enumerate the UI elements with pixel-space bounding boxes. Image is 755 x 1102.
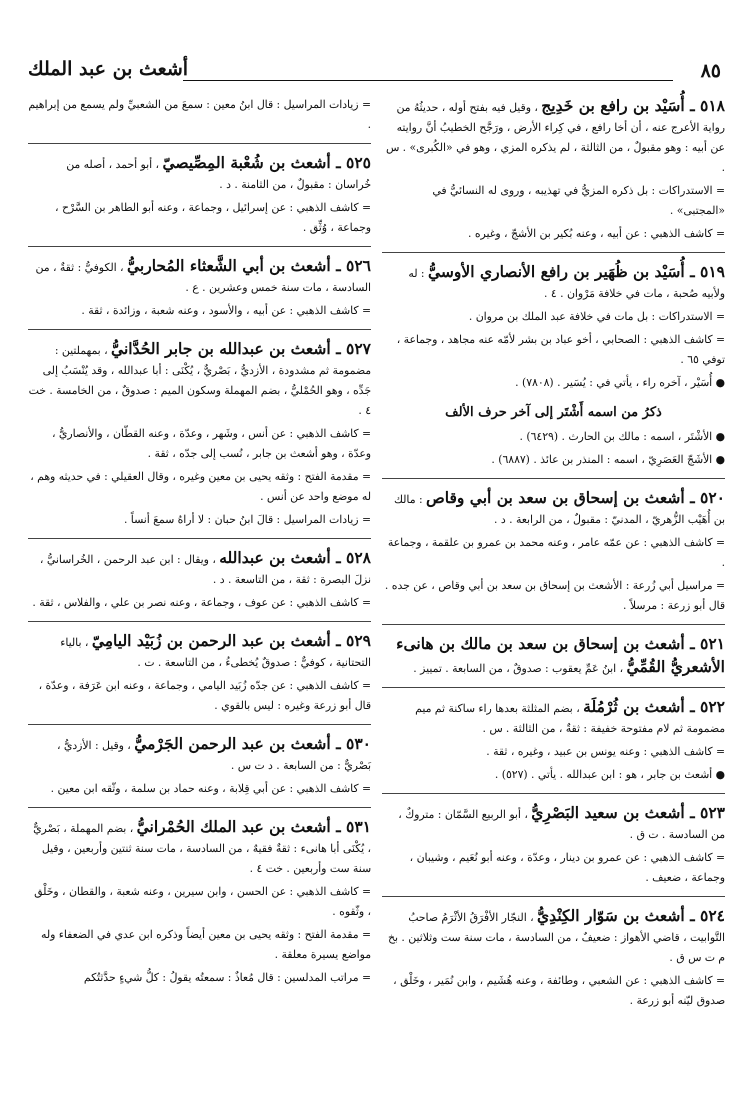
entry-note: ● أشعث بن جابر ، هو : ابن عبدالله . يأتي . (٥٢٧) . (494, 768, 725, 781)
running-title: أشعث بن عبد الملك (28, 58, 189, 80)
entry-divider (28, 724, 371, 725)
entry-description: ، وقيل : الأزديُّ ، بَصْريٌّ : من السابعة . د ت س . (56, 739, 371, 772)
entry-description: ، أبو أحمد ، أصله من خُراسان : مقبولٌ ، من الثامنة . د . (66, 158, 371, 191)
header-rule (183, 80, 673, 81)
entry-note: = كاشف الذهبي : عن أنس ، وشَهر ، وعدّة ، وعنه القطّان ، والأنصاريُّ ، وعدّة ، وهو أشعث بن جابر ، نُسب إلى جدّه ، ثقة . (52, 427, 371, 460)
entry-note: = كاشف الذهبي : عن الشعبي ، وطائفة ، وعنه هُشَيم ، وابن نُمَير ، وخَلْق ، صدوق ليّنه أبو زرعة . (393, 974, 725, 1007)
entry-divider (382, 478, 725, 479)
entry-name: أشعث بن شُعْبة المِصِّيصيّ (162, 153, 331, 172)
entry-description: ، بضم المهملة ، بَصْريٌّ ، يُكْنَى أبا هانىء : ثقةٌ فقيهٌ ، من السادسة ، مات سنة ثنتين وأربعين ، وقيل سنة ست وأربعين . خت ٤ . (33, 822, 371, 875)
entry-note: = الاستدراكات : بل مات في خلافة عبد الملك بن مروان . (468, 310, 725, 323)
entry-number: ٥١٨ ـ (684, 96, 725, 115)
entry-note: = كاشف الذهبي : عن عمّه عامر ، وعنه محمد بن عمرو بن علقمة ، وجماعة . (387, 536, 725, 569)
entry-note: ● الأشَجّ العَصَرِيّ ، اسمه : المنذر بن عائذ . (٦٨٨٧) . (491, 453, 725, 466)
entry-name: أُسَيْد بن ظُهَير بن رافع الأنصاري الأوسيُّ (428, 262, 685, 281)
biography-entry (28, 630, 371, 673)
entry-name: أشعث بن أبي الشَّعثاء المُحاربيُّ (126, 256, 331, 275)
entry-description: ، النجّار الأفْرَقُ الأثْرَمُ صاحبُ التَّوابيت ، قاضي الأهواز : ضعيفٌ ، من السادسة ، مات سنة ست وثلاثين . بخ م ت س ق . (387, 911, 725, 964)
entry-name: أشعث بن إسحاق بن سعد بن أبي وقاص (426, 488, 685, 507)
entry-note: = كاشف الذهبي : عن عوف ، وجماعة ، وعنه نصر بن علي ، والفلاس ، ثقة . (32, 596, 371, 609)
entry-number: ٥٢٩ ـ (330, 631, 371, 650)
entry-number: ٥٢٥ ـ (330, 153, 371, 172)
entry-divider (382, 793, 725, 794)
entry-divider (382, 896, 725, 897)
entry-description: ، بمهملتين : مضمومة ثم مشدودة ، الأزديُّ ، بَصْريٌّ ، يُكْنَى : أبا عبدالله ، وقد يُنْسَبُ إلى جَدِّه ، وهو الحُمْليُّ ، بضم المهملة وسكون الميم : صدوقٌ ، من الخامسة . خت ٤ . (28, 344, 371, 417)
page-number: ٨٥ (700, 60, 721, 82)
entry-name: أُسَيْد بن رافع بن خَدِيج (541, 96, 685, 115)
entry-description: : مالك بن أُهَيْب الزُّهريّ ، المدنيّ : مقبولٌ ، من الرابعة . د . (394, 493, 725, 526)
entry-number: ٥٢٣ ـ (684, 803, 725, 822)
entry-name: أشعث بن سعيد البَصْرِيُّ (531, 803, 685, 822)
entry-divider (28, 807, 371, 808)
entry-note: = مقدمة الفتح : وثقه يحيى بن معين وغيره ، وقال العقيلي : في حديثه وهم ، له موضع واحد عن أنس . (30, 470, 371, 503)
section-title: ذكرُ من اسمه أَشْتَر إلى آخر حرف الألف (445, 405, 662, 420)
biography-entry (28, 255, 371, 298)
entry-name: أشعث بن عبد الرحمن الجَرْميُّ (134, 734, 331, 753)
entry-note: = كاشف الذهبي : الصحابي ، أخو عباد بن بشر لأمّه عنه مجاهد ، وجماعة ، توفي ٦٥ . (396, 333, 725, 366)
entry-note: = كاشف الذهبي : عن جدّه زُبَيد اليامي ، وجماعة ، وعنه ابن عَرَفة ، وعدّة ، قال أبو زرعة وغيره : ليس بالقوي . (38, 679, 371, 712)
entry-number: ٥٢٧ ـ (330, 339, 371, 358)
biography-entry (382, 633, 725, 679)
biography-entry (382, 487, 725, 530)
entry-divider (28, 621, 371, 622)
entry-divider (382, 687, 725, 688)
entry-note: = كاشف الذهبي : عن أبيه ، والأسود ، وعنه شعبة ، وزائدة ، ثقة . (81, 304, 371, 317)
biography-entry (28, 152, 371, 195)
entry-note: = مراسيل أبي زُرعة : الأشعث بن إسحاق بن سعد بن أبي وقاص ، عن جده . قال أبو زرعة : مرسلاً . (384, 579, 725, 612)
entry-description: ، وقيل فيه بفتح أوله ، حديثُهُ من رواية الأعرج عنه ، أن أخا رافع ، في كِراء الأرض ، ورَجَّح الخطيبُ أنَّ روايته عن أبيه : وهو مقبولٌ ، من الثالثة ، لم يذكره المزي ، وهو في «الكُبرى» . س . (386, 101, 725, 174)
entry-note: = زيادات المراسيل : قال ابنُ معين : سمعَ من الشعبيِّ ولم يسمع من إبراهيم . (28, 98, 371, 131)
left-column (28, 95, 371, 991)
page-header (28, 58, 721, 90)
entry-note: = كاشف الذهبي : عن عمرو بن دينار ، وعدّة ، وعنه أبو نُعَيم ، وشيبان ، وجماعة ، ضعيف . (409, 851, 725, 884)
biography-entry (382, 802, 725, 845)
entry-description: ، ويقال : ابن عبد الرحمن ، الخُراسانيُّ ، نزلَ البصرة : ثقة ، من التاسعة . د . (39, 553, 371, 586)
entry-description: ، ابنُ عَمِّ يعقوب : صدوقٌ ، من السابعة . تمييز . (413, 662, 627, 675)
entry-name: أشعث بن عبدالله بن جابر الحُدَّانيُّ (111, 339, 331, 358)
entry-name: أشعث بن سَوّار الكِنْدِيُّ (537, 906, 685, 925)
entry-name: أشعث بن عبدالله (219, 548, 331, 567)
entry-note: = كاشف الذهبي : عن أبيه ، وعنه بُكير بن الأشجّ ، وغيره . (468, 227, 725, 240)
entry-divider (28, 329, 371, 330)
entry-divider (382, 252, 725, 253)
entry-note: = زيادات المراسيل : قالَ ابنُ حبان : لا أراهُ سمعَ أنساً . (123, 513, 371, 526)
entry-note: = مقدمة الفتح : وثقه يحيى بن معين أيضاً وذكره ابن عدي في الضعفاء وله مواضع يسيرة معلقة . (41, 928, 371, 961)
entry-name: أشعث بن عبد الرحمن بن زُبَيْد اليامِيّ (91, 631, 331, 650)
entry-note: ● الأشْتَر ، اسمه : مالك بن الحارث . (٦٤٢٩) . (519, 430, 725, 443)
entry-name: أشعث بن عبد الملك الحُمْرانيُّ (136, 817, 331, 836)
entry-note: = الاستدراكات : بل ذكره المزيُّ في تهذيبه ، وروى له النسائيُّ في «المجتبى» . (432, 184, 725, 217)
entry-name: أشعث بن ثُرْمُلَة (583, 697, 685, 716)
biography-entry (382, 696, 725, 739)
entry-description: ، الكوفيُّ : ثقةٌ ، من السادسة ، مات سنة خمس وعشرين . ع . (35, 261, 371, 294)
entry-description: : له ولأبيه صُحبة ، مات في خلافة مَرْوان . ٤ . (408, 267, 725, 300)
entry-description: ، بالياء التحتانية ، كوفيٌّ : صدوقٌ يُخطىءُ ، من التاسعة . ت . (60, 636, 371, 669)
entry-number: ٥٢٤ ـ (684, 906, 725, 925)
entry-divider (382, 624, 725, 625)
entry-number: ٥١٩ ـ (684, 262, 725, 281)
entry-note: = كاشف الذهبي : عن الحسن ، وابن سيرين ، وعنه شعبة ، والقطان ، وخَلْق ، وثّقوه . (34, 885, 371, 918)
entry-note: = كاشف الذهبي : عن أبي قِلابة ، وعنه حماد بن سلمة ، وثّقه ابن معين . (50, 782, 371, 795)
entry-number: ٥٣٠ ـ (330, 734, 371, 753)
entry-note: ● أُسَيْر ، آخره راء ، يأتي في : يُسَير . (٧٨٠٨) . (515, 376, 725, 389)
entry-note: = مراتب المدلسين : قال مُعاذٌ : سمعتُه يقولُ : كلُّ شيءٍ حدَّثتُكم (83, 971, 371, 984)
entry-number: ٥٣١ ـ (330, 817, 371, 836)
biography-entry (28, 338, 371, 421)
entry-number: ٥٢٢ ـ (684, 697, 725, 716)
entry-note: = كاشف الذهبي : وعنه يونس بن عبيد ، وغيره ، ثقة . (486, 745, 725, 758)
entry-number: ٥٢١ ـ (684, 634, 725, 653)
entry-number: ٥٢٠ ـ (684, 488, 725, 507)
entry-divider (28, 538, 371, 539)
entry-number: ٥٢٦ ـ (330, 256, 371, 275)
entry-divider (28, 246, 371, 247)
entry-description: ، أبو الربيع السَّمّان : متروكٌ ، من السادسة . ت ق . (398, 808, 725, 841)
biography-entry (382, 905, 725, 968)
entry-number: ٥٢٨ ـ (330, 548, 371, 567)
biography-entry (382, 95, 725, 178)
right-column (382, 95, 725, 1014)
biography-entry (28, 733, 371, 776)
entry-description: ، بضم المثلثة بعدها راء ساكنة ثم ميم مضمومة ثم لام مفتوحة خفيفة : ثقةٌ ، من الثالثة . س . (415, 702, 725, 735)
entry-divider (28, 143, 371, 144)
entry-name: أشعث بن إسحاق بن سعد بن مالك بن هانىء الأشعريُّ القُمِّيُّ (396, 634, 725, 676)
biography-entry (28, 547, 371, 590)
biography-entry (28, 816, 371, 879)
biography-entry (382, 261, 725, 304)
entry-note: = كاشف الذهبي : عن إسرائيل ، وجماعة ، وعنه أبو الطاهر بن السَّرْح ، وجماعة ، وُثِّق . (55, 201, 371, 234)
